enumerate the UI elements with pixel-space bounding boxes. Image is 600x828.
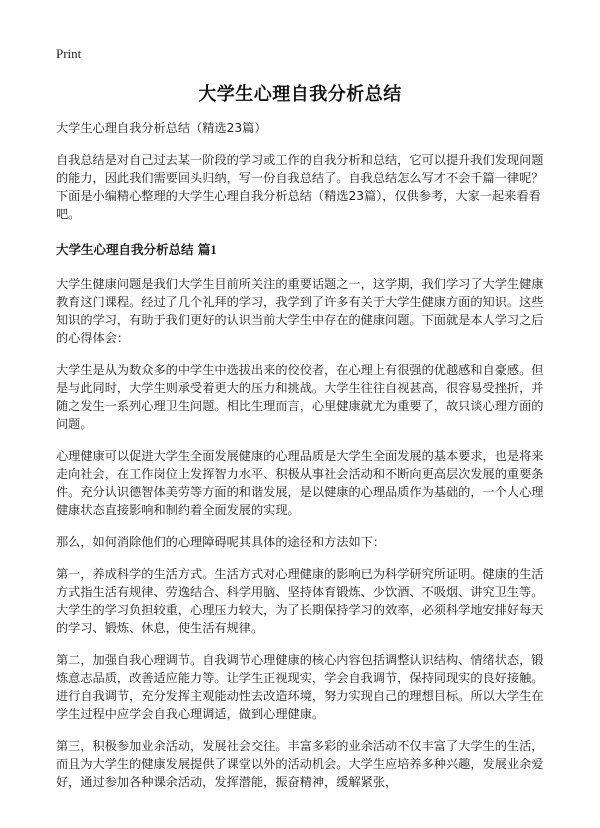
intro-paragraph: 自我总结是对自己过去某一阶段的学习或工作的自我分析和总结，它可以提升我们发现问题的能力，因此我们需要回头归纳，写一份自我总结了。自我总结怎么写才不会千篇一律呢？下面是小编精心整理的大学生心理自我分析总结（精选23篇），仅供参考，大家一起来看看吧。 xyxy=(56,153,544,221)
article-subtitle: 大学生心理自我分析总结（精选23篇） xyxy=(56,121,267,135)
body-paragraph: 第三，积极参加业余活动，发展社会交往。丰富多彩的业余活动不仅丰富了大学生的生活，而且为大学生的健康发展提供了课堂以外的活动机会。大学生应培养多种兴趣，发展业余爱好，通过参加各种课余活动，发挥潜能，振奋精神，缓解紧张， xyxy=(56,739,544,789)
body-paragraph: 大学生是从为数众多的中学生中选拔出来的佼佼者，在心理上有很强的优越感和自豪感。但是与此同时，大学生则承受着更大的压力和挑战。大学生往往自视甚高，很容易受挫折，并随之发生一系列心理卫生问题。相比生理而言，心里健康就尤为重要了，故只谈心理方面的问题。 xyxy=(56,363,544,431)
page-title: 大学生心理自我分析总结 xyxy=(198,84,402,105)
body-paragraph: 第二，加强自我心理调节。自我调节心理健康的核心内容包括调整认识结构、情绪状态，锻炼意志品质，改善适应能力等。让学生正视现实，学会自我调节，保持同现实的良好接触。进行自我调节，充分发挥主观能动性去改造环境，努力实现自己的理想目标。所以大学生在学生过程中应学会自我心理调适，做到心理健康。 xyxy=(56,653,544,721)
body-paragraph: 那么，如何消除他们的心理障碍呢其具体的途径和方法如下： xyxy=(56,535,386,549)
section-number: 1 xyxy=(210,243,217,257)
body-paragraph: 大学生健康问题是我们大学生目前所关注的重要话题之一，这学期，我们学习了大学生健康教育这门课程。经过了几个礼拜的学习，我学到了许多有关于大学生健康方面的知识。这些知识的学习，有助于我们更好的认识当前大学生中存在的健康问题。下面就是本人学习之后的心得体会： xyxy=(56,277,544,345)
section-heading-text: 大学生心理自我分析总结 篇 xyxy=(56,242,211,257)
section-heading xyxy=(56,241,546,259)
article-body xyxy=(56,119,546,805)
body-paragraph: 第一，养成科学的生活方式。生活方式对心理健康的影响已为科学研究所证明。健康的生活方式指生活有规律、劳逸结合、科学用脑、坚持体育锻炼、少饮酒、不吸烟、讲究卫生等。大学生的学习负担较重，心理压力较大，为了长期保持学习的效率，必须科学地安排好每天的学习、锻炼、休息，使生活有规律。 xyxy=(56,567,544,635)
body-paragraph: 心理健康可以促进大学生全面发展健康的心理品质是大学生全面发展的基本要求，也是将来走向社会，在工作岗位上发挥智力水平、积极从事社会活动和不断向更高层次发展的重要条件。充分认识德智体美劳等方面的和谐发展，是以健康的心理品质作为基础的，一个人心理健康状态直接影响和制约着全面发展的实现。 xyxy=(56,449,544,517)
print-link[interactable]: Print xyxy=(56,46,82,61)
